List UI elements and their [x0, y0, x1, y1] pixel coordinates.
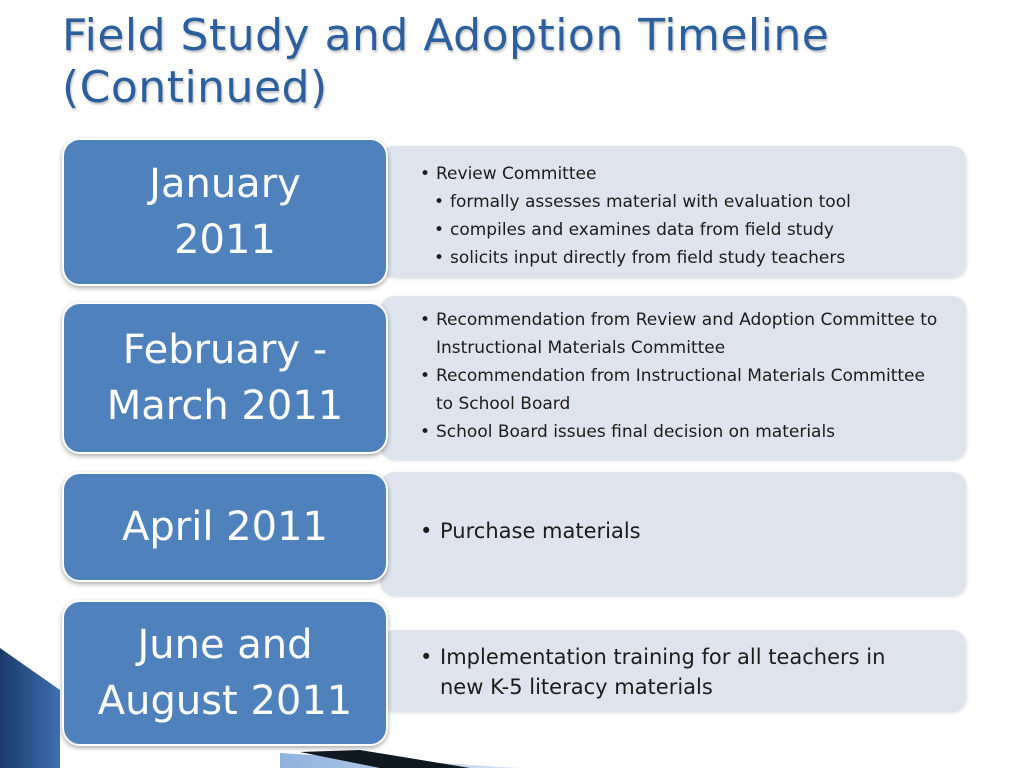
bullet-item: • Recommendation from Review and Adoption Committee to Instructional Materials Committee — [420, 306, 946, 362]
period-line: February - — [122, 327, 328, 373]
period-box-january — [62, 138, 388, 286]
bullet-sub-item: • solicits input directly from field study teachers — [434, 244, 946, 272]
bullet-item: • Purchase materials — [420, 516, 946, 546]
detail-box-april — [380, 472, 966, 596]
timeline-row-february-march — [62, 296, 966, 462]
detail-box-january — [380, 146, 966, 278]
bullet-item: • Recommendation from Instructional Materials Committee to School Board — [420, 362, 946, 418]
period-box-february-march — [62, 302, 388, 454]
timeline-row-april — [62, 472, 966, 596]
bullet-item: • Review Committee — [420, 160, 946, 188]
detail-box-february-march — [380, 296, 966, 460]
bullet-sub-item: • formally assesses material with evaluation tool — [434, 188, 946, 216]
slide-title: Field Study and Adoption Timeline (Continued) — [62, 10, 830, 113]
corner-swoosh-decoration — [0, 638, 620, 768]
bullet-list — [420, 160, 946, 272]
bullet-list — [420, 516, 946, 546]
period-line: January — [149, 161, 301, 207]
period-box-april — [62, 472, 388, 582]
bullet-item: • Implementation training for all teachers in new K-5 literacy materials — [420, 642, 920, 702]
period-line: June and — [137, 622, 313, 668]
period-line: April 2011 — [122, 504, 328, 550]
bullet-item: • School Board issues final decision on materials — [420, 418, 946, 446]
period-line: August 2011 — [97, 678, 353, 724]
bullet-sub-item: • compiles and examines data from field study — [434, 216, 946, 244]
bullet-list — [420, 306, 946, 446]
period-line: March 2011 — [106, 383, 344, 429]
timeline-row-january — [62, 138, 966, 286]
wedge-dark — [0, 648, 60, 768]
period-line: 2011 — [174, 217, 276, 263]
